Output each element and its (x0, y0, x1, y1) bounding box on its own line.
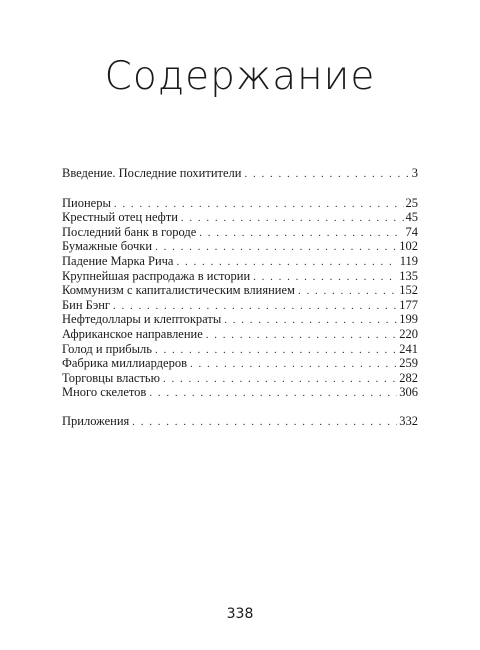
toc-entry-page: 135 (399, 268, 418, 283)
toc-entry (62, 210, 418, 225)
dot-leader (113, 299, 397, 314)
toc-entry-label: Много скелетов (62, 385, 147, 400)
toc-entry-page: 74 (405, 224, 418, 239)
toc-spacer (62, 181, 418, 196)
dot-leader (155, 343, 397, 358)
toc-entry (62, 312, 418, 327)
toc-entry (62, 385, 418, 400)
page-title: Содержание (104, 54, 376, 99)
toc-spacer (62, 400, 418, 414)
dot-leader (132, 415, 397, 430)
toc-entry-label: Падение Марка Рича (62, 253, 174, 268)
toc-entry-label: Введение. Последние похитители (62, 166, 242, 180)
page-number: 338 (226, 606, 254, 622)
toc-entry-label: Фабрика миллиардеров (62, 356, 187, 371)
toc-entry-page: 177 (399, 297, 418, 312)
toc-entry-label: Приложения (62, 413, 130, 428)
toc-entry-page: 282 (399, 370, 418, 385)
toc-entry-page: 45 (405, 210, 418, 225)
toc-entry (62, 371, 418, 386)
toc-entry-appendix (62, 414, 418, 429)
toc-entry (62, 239, 418, 254)
toc-entry-label: Пионеры (62, 195, 111, 210)
toc-entry-page: 259 (399, 356, 418, 371)
toc-entry-label: Нефтедоллары и клептократы (62, 312, 222, 327)
toc-entry-label: Последний банк в городе (62, 224, 197, 239)
toc-entry-page: 152 (399, 283, 418, 298)
toc-entry-label: Африканское направление (62, 326, 203, 341)
dot-leader (190, 357, 397, 372)
table-of-contents (62, 166, 418, 429)
toc-entry-page: 332 (399, 413, 418, 428)
dot-leader (206, 328, 397, 343)
toc-entry-page: 102 (399, 239, 418, 254)
toc-entry-page: 241 (399, 341, 418, 356)
toc-entry (62, 327, 418, 342)
toc-entry-label: Торговцы властью (62, 370, 160, 385)
toc-entry (62, 254, 418, 269)
toc-entry-label: Бин Бэнг (62, 297, 111, 312)
toc-entry-label: Коммунизм с капиталистическим влиянием (62, 283, 295, 298)
toc-entry (62, 196, 418, 211)
dot-leader (298, 284, 397, 299)
toc-entry-label: Бумажные бочки (62, 239, 153, 254)
toc-entry-page: 220 (399, 326, 418, 341)
toc-entry-page: 199 (399, 312, 418, 327)
dot-leader (149, 386, 397, 401)
toc-entry-label: Крупнейшая распродажа в истории (62, 268, 251, 283)
dot-leader (253, 270, 397, 285)
dot-leader (199, 226, 403, 241)
dot-leader (114, 197, 404, 212)
dot-leader (155, 240, 397, 255)
toc-entry-page: 25 (405, 195, 418, 210)
toc-entry (62, 283, 418, 298)
toc-entry-page: 306 (399, 385, 418, 400)
toc-entry (62, 342, 418, 357)
dot-leader (224, 313, 397, 328)
dot-leader (163, 372, 397, 387)
dot-leader (244, 167, 409, 182)
toc-entry (62, 269, 418, 284)
toc-entry (62, 298, 418, 313)
toc-entry-intro (62, 166, 418, 181)
toc-entry-label: Крестный отец нефти (62, 210, 178, 225)
toc-entry-label: Голод и прибыль (62, 341, 152, 356)
toc-entry-page: 3 (411, 166, 418, 180)
toc-chapter-list (62, 196, 418, 400)
toc-entry (62, 225, 418, 240)
toc-entry (62, 356, 418, 371)
dot-leader (176, 255, 397, 270)
toc-entry-page: 119 (399, 253, 418, 268)
dot-leader (181, 211, 404, 226)
